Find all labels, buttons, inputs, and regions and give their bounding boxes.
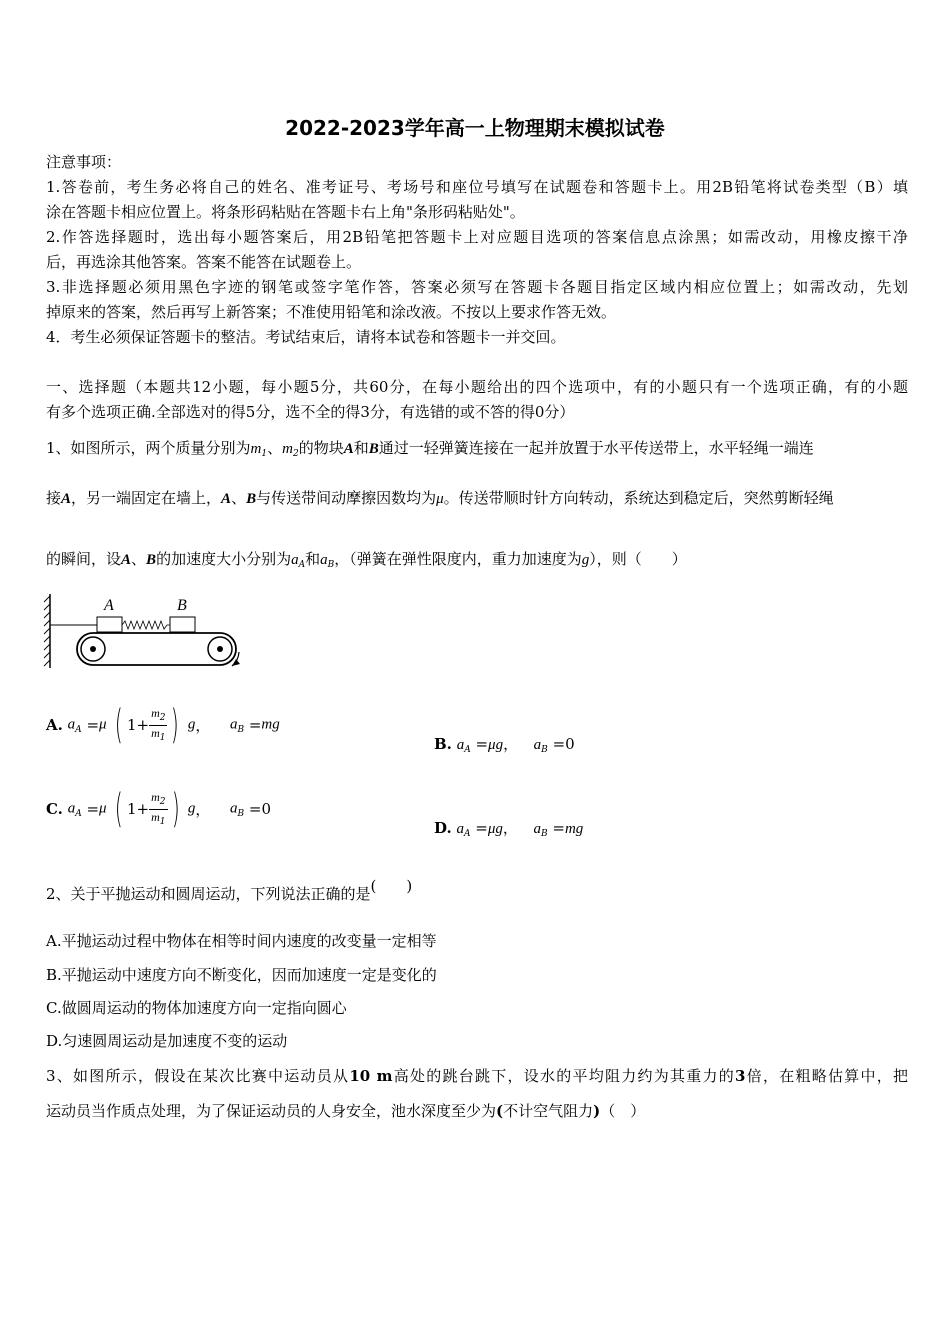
section-heading: 一、选择题（本题共12小题，每小题5分，共60分，在每小题给出的四个选项中，有的小题只有一个选项正确，有的小题 bbox=[46, 378, 908, 396]
notice-line: 2.作答选择题时，选出每小题答案后，用2B铅笔把答题卡上对应题目选项的答案信息点涂黑；如需改动，用橡皮擦干净 bbox=[46, 228, 908, 246]
block-a bbox=[97, 617, 122, 632]
q2-option-a[interactable]: A.平抛运动过程中物体在相等时间内速度的改变量一定相等 bbox=[46, 932, 437, 950]
q3-line-2: 运动员当作质点处理，为了保证运动员的人身安全，池水深度至少为(不计空气阻力)（ ） bbox=[46, 1102, 646, 1120]
block-b-label: B bbox=[177, 597, 187, 614]
q2-option-d[interactable]: D.匀速圆周运动是加速度不变的运动 bbox=[46, 1032, 288, 1050]
notice-line: 后，再选涂其他答案。答案不能答在试题卷上。 bbox=[46, 253, 362, 271]
q1-option-a[interactable]: A. $a_A =\mu$ ( 1+ $\frac{m_2}{m_1}$ ) g， $a_B =mg$ bbox=[46, 702, 280, 748]
notice-line: 1.答卷前，考生务必将自己的姓名、准考证号、考场号和座位号填写在试题卷和答题卡上。用2B铅笔将试卷类型（B）填 bbox=[46, 178, 908, 196]
section-heading-cont: 有多个选项正确.全部选对的得5分，选不全的得3分，有选错的或不答的得0分） bbox=[46, 403, 575, 421]
q2-stem: 2、关于平抛运动和圆周运动，下列说法正确的是( ) bbox=[46, 877, 413, 903]
q1-line-1: 1、如图所示，两个质量分别为$m_1$、$m_2$的物块A和B通过一轻弹簧连接在一起并放置于水平传送带上，水平轻绳一端连 bbox=[46, 439, 814, 459]
q1-option-d[interactable]: D. $a_A =\mu g$， $a_B =mg$ bbox=[434, 819, 584, 839]
q2-option-b[interactable]: B.平抛运动中速度方向不断变化，因而加速度一定是变化的 bbox=[46, 966, 437, 984]
q3-line-1: 3、如图所示，假设在某次比赛中运动员从10 m高处的跳台跳下，设水的平均阻力约为其重力的3倍，在粗略估算中，把 bbox=[46, 1067, 908, 1085]
q1-option-c[interactable]: C. $a_A =\mu$ ( 1+ $\frac{m_2}{m_1}$ ) g， $a_B =0$ bbox=[46, 786, 271, 832]
q1-option-b[interactable]: B. $a_A =\mu g$， $a_B =0$ bbox=[434, 735, 575, 755]
notice-line: 涂在答题卡相应位置上。将条形码粘贴在答题卡右上角"条形码粘贴处"。 bbox=[46, 203, 525, 221]
conveyor-figure bbox=[40, 590, 260, 675]
notice-heading: 注意事项： bbox=[46, 153, 122, 171]
notice-line: 3.非选择题必须用黑色字迹的钢笔或签字笔作答，答案必须写在答题卡各题目指定区域内相应位置上；如需改动，先划 bbox=[46, 278, 908, 296]
notice-line: 掉原来的答案，然后再写上新答案；不准使用铅笔和涂改液。不按以上要求作答无效。 bbox=[46, 303, 617, 321]
notice-line: 4．考生必须保证答题卡的整洁。考试结束后，请将本试卷和答题卡一并交回。 bbox=[46, 328, 566, 346]
block-b bbox=[170, 617, 195, 632]
spring bbox=[122, 621, 170, 629]
q1-line-3: 的瞬间，设A、B的加速度大小分别为$a_A$和$a_B$，（弹簧在弹性限度内，重力加速度为g），则（ ） bbox=[46, 550, 687, 570]
page-title: 2022-2023学年高一上物理期末模拟试卷 bbox=[285, 116, 665, 140]
q2-option-c[interactable]: C.做圆周运动的物体加速度方向一定指向圆心 bbox=[46, 999, 347, 1017]
wall-hatching bbox=[44, 596, 50, 666]
block-a-label: A bbox=[104, 597, 114, 614]
q1-line-2: 接A，另一端固定在墙上，A、B与传送带间动摩擦因数均为μ。传送带顺时针方向转动，系统达到稳定后，突然剪断轻绳 bbox=[46, 489, 834, 507]
belt bbox=[77, 633, 236, 665]
